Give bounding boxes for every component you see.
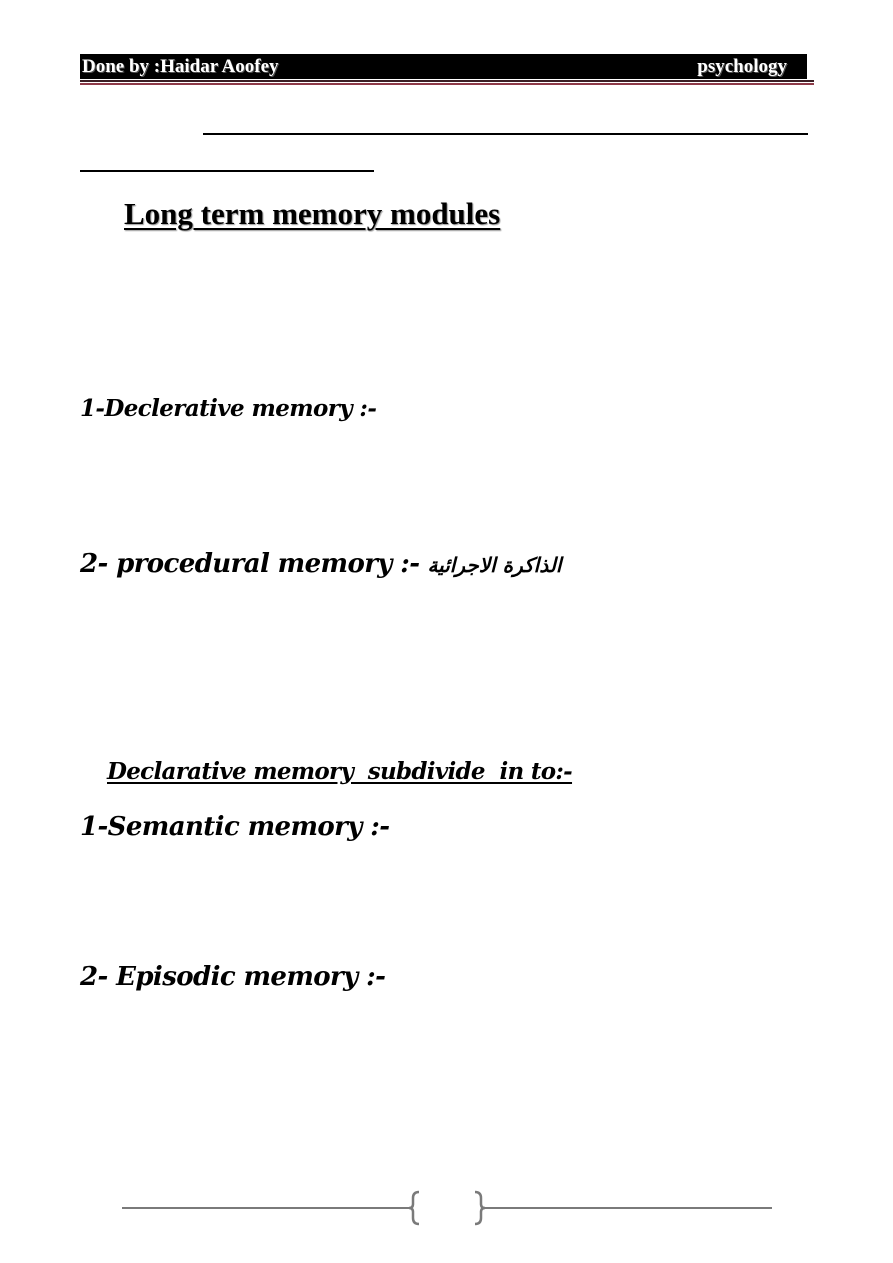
procedural-memory-label: 2- procedural memory :-: [80, 549, 420, 579]
declarative-subdivide-heading: Declarative memory subdivide in to:-: [107, 758, 573, 785]
footer-page-brackets: [405, 1189, 489, 1227]
episodic-memory-heading: 2- Episodic memory :-: [80, 962, 386, 992]
footer-bracket-left: [409, 1192, 419, 1224]
header-subject: psychology: [697, 56, 787, 77]
header-rule-accent: [80, 83, 814, 85]
blank-line-top: [203, 133, 808, 135]
header-author: Done by :Haidar Aoofey: [82, 56, 279, 77]
blank-line-second: [80, 170, 374, 172]
footer-bracket-right: [475, 1192, 485, 1224]
procedural-memory-arabic: الذاكرة الاجرائية: [427, 553, 562, 577]
procedural-memory-heading: [80, 549, 561, 579]
page-header: [80, 54, 807, 79]
footer-line-right: [482, 1207, 772, 1209]
declarative-memory-heading: 1-Declerative memory :-: [80, 395, 377, 422]
header-rule-dark: [80, 80, 814, 82]
page-title: Long term memory modules: [124, 196, 501, 231]
footer-line-left: [122, 1207, 412, 1209]
semantic-memory-heading: 1-Semantic memory :-: [80, 812, 390, 842]
